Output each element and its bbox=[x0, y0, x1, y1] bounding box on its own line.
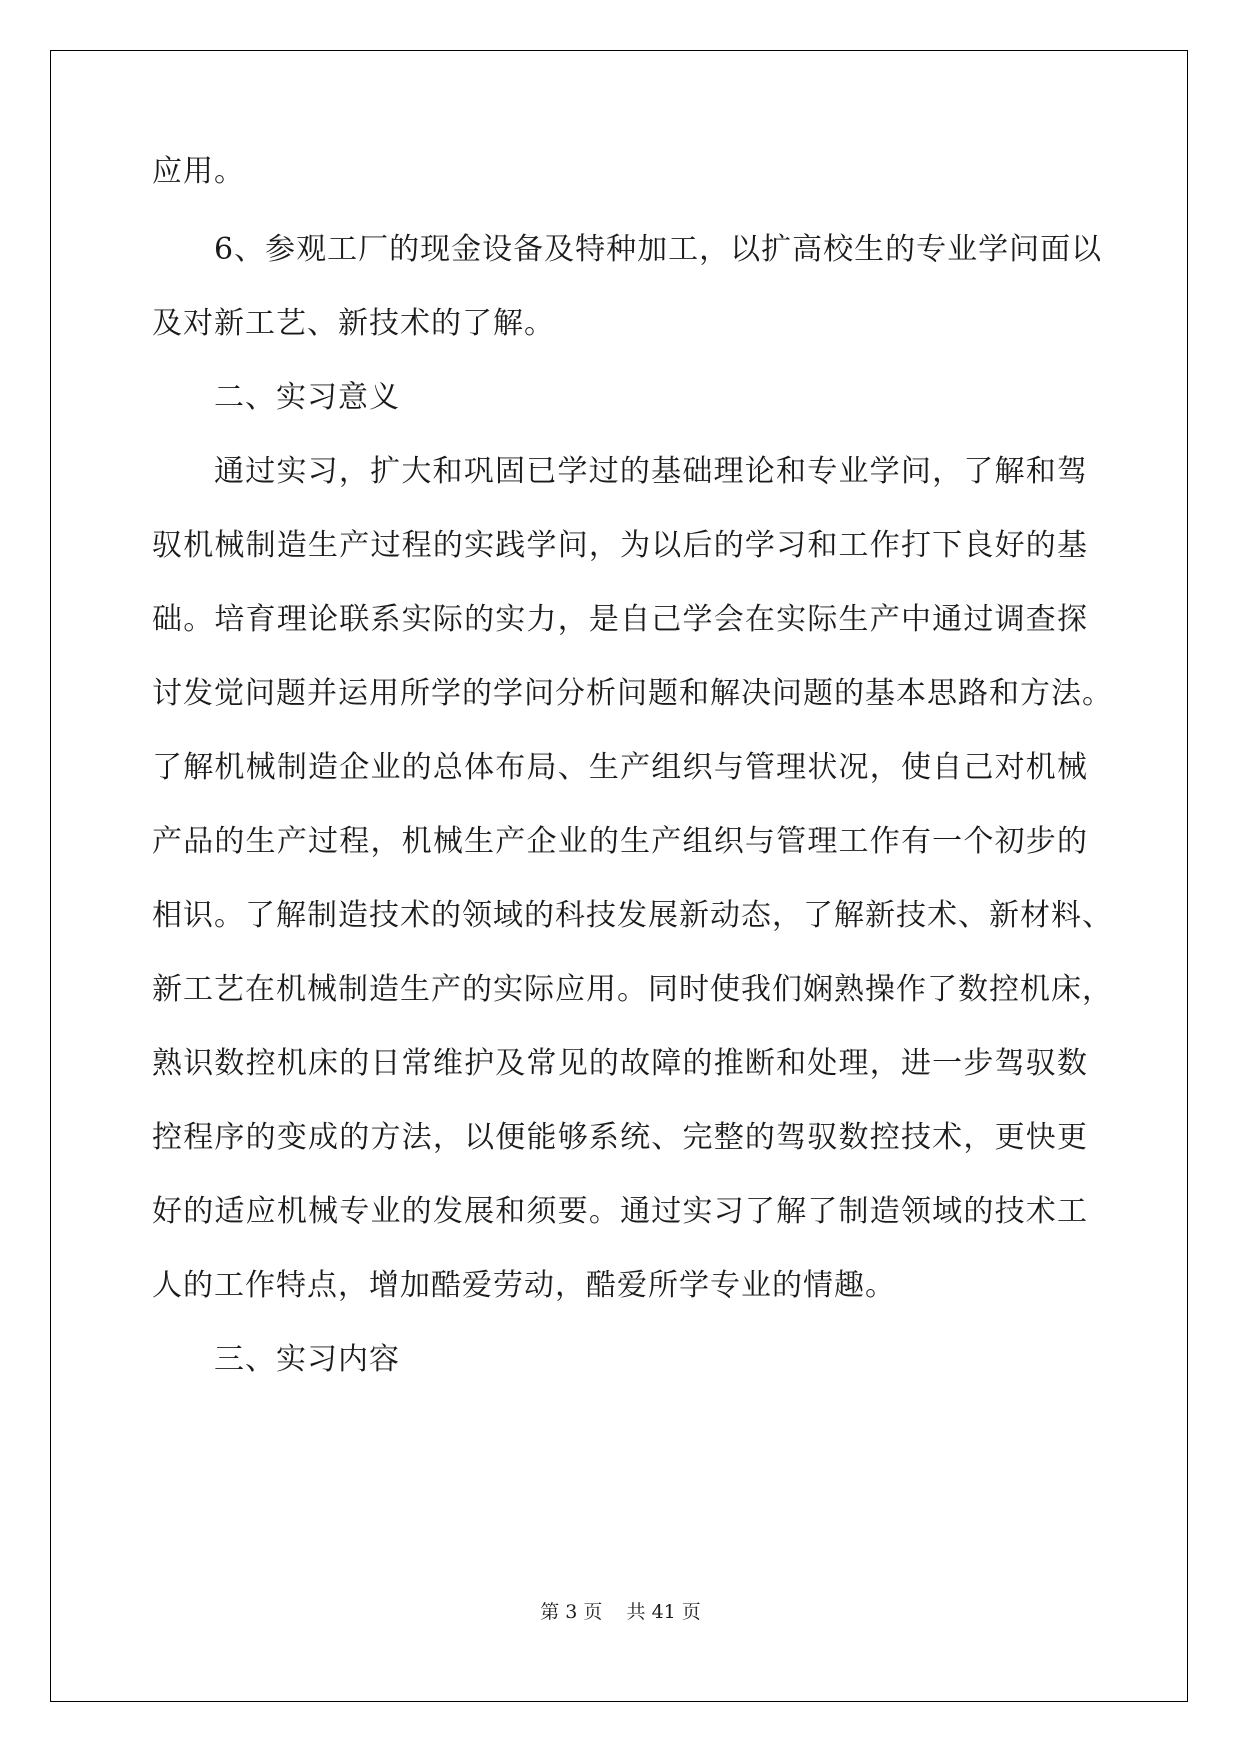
text-line: 讨发觉问题并运用所学的学问分析问题和解决问题的基本思路和方法。 bbox=[152, 676, 1113, 711]
text-line: 通过实习，扩大和巩固已学过的基础理论和专业学问，了解和驾 bbox=[214, 454, 1088, 489]
text-line: 好的适应机械专业的发展和须要。通过实习了解了制造领域的技术工 bbox=[152, 1194, 1088, 1229]
text-line: 驭机械制造生产过程的实践学问，为以后的学习和工作打下良好的基 bbox=[152, 528, 1088, 563]
text-line: 控程序的变成的方法，以便能够系统、完整的驾驭数控技术，更快更 bbox=[152, 1120, 1088, 1155]
text-line: 了解机械制造企业的总体布局、生产组织与管理状况，使自己对机械 bbox=[152, 750, 1088, 785]
text-line: 熟识数控机床的日常维护及常见的故障的推断和处理，进一步驾驭数 bbox=[152, 1046, 1088, 1081]
text-line: 产品的生产过程，机械生产企业的生产组织与管理工作有一个初步的 bbox=[152, 824, 1088, 859]
text-line: 人的工作特点，增加酷爱劳动，酷爱所学专业的情趣。 bbox=[152, 1268, 896, 1303]
section-heading: 三、实习内容 bbox=[214, 1342, 400, 1377]
page-number-footer: 第 3 页 共 41 页 bbox=[540, 1601, 701, 1623]
text-line: 6、参观工厂的现金设备及特种加工，以扩高校生的专业学问面以 bbox=[214, 232, 1103, 267]
text-line: 新工艺在机械制造生产的实际应用。同时使我们娴熟操作了数控机床， bbox=[152, 972, 1113, 1007]
text-line: 应用。 bbox=[152, 154, 245, 189]
text-line: 相识。了解制造技术的领域的科技发展新动态，了解新技术、新材料、 bbox=[152, 898, 1113, 933]
text-line: 础。培育理论联系实际的实力，是自己学会在实际生产中通过调查探 bbox=[152, 602, 1088, 637]
page-border bbox=[50, 50, 1188, 1702]
section-heading: 二、实习意义 bbox=[214, 380, 400, 415]
text-line: 及对新工艺、新技术的了解。 bbox=[152, 306, 555, 341]
